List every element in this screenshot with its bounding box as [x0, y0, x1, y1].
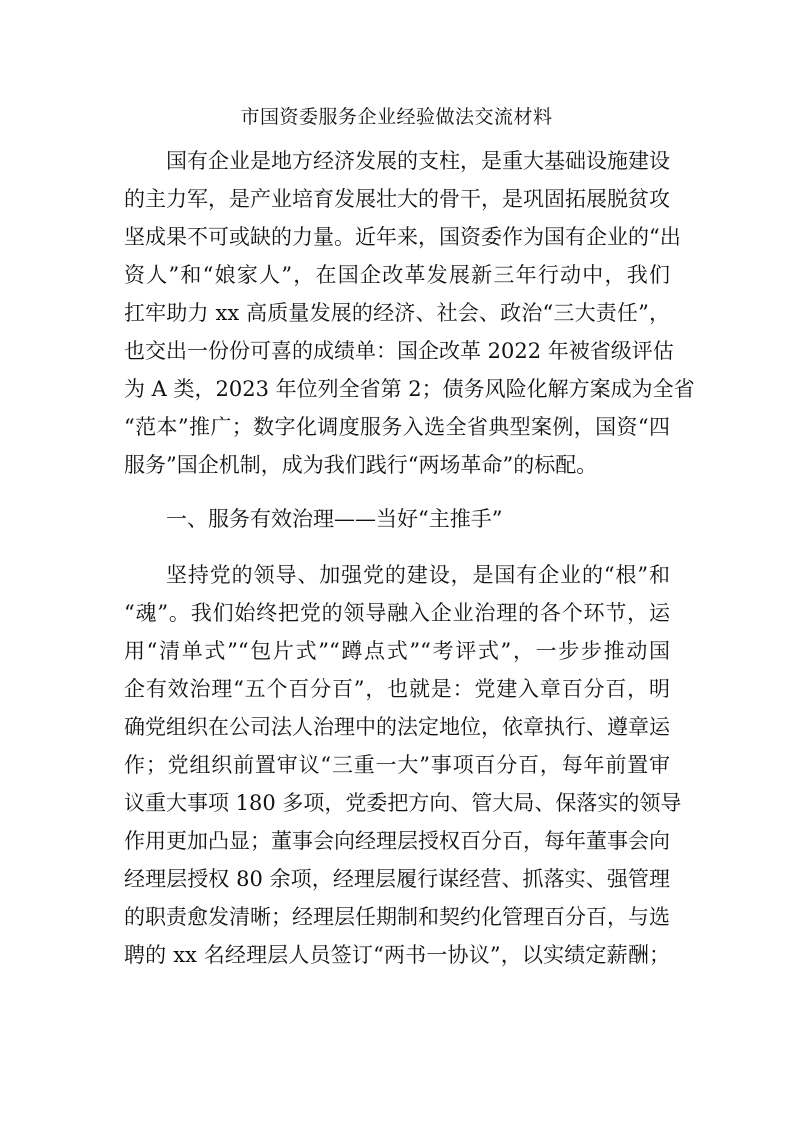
- paragraph-1-line: 扛牢助力 xx 高质量发展的经济、社会、政治“三大责任”，: [124, 301, 670, 325]
- paragraph-2-line: 的职责愈发清晰；经理层任期制和契约化管理百分百，与选: [124, 905, 670, 929]
- paragraph-2-line: “魂”。我们始终把党的领导融入企业治理的各个环节，运: [124, 601, 670, 625]
- paragraph-2-line: 作用更加凸显；董事会向经理层授权百分百，每年董事会向: [124, 829, 670, 853]
- document-title: 市国资委服务企业经验做法交流材料: [240, 106, 553, 128]
- paragraph-2-line: 确党组织在公司法人治理中的法定地位，依章执行、遵章运: [124, 715, 670, 739]
- paragraph-1-line: “范本”推广；数字化调度服务入选全省典型案例，国资“四: [124, 415, 670, 439]
- paragraph-2-line: 议重大事项 180 多项，党委把方向、管大局、保落实的领导: [124, 791, 682, 815]
- paragraph-2-line: 作；党组织前置审议“三重一大”事项百分百，每年前置审: [124, 753, 670, 777]
- paragraph-1-line: 也交出一份份可喜的成绩单：国企改革 2022 年被省级评估: [124, 339, 674, 363]
- paragraph-1-line: 为 A 类，2023 年位列全省第 2；债务风险化解方案成为全省: [124, 377, 695, 401]
- paragraph-2-line: 用“清单式”“包片式”“蹲点式”“考评式”，一步步推动国: [124, 639, 670, 663]
- paragraph-1-line: 坚成果不可或缺的力量。近年来，国资委作为国有企业的“出: [124, 225, 681, 249]
- section-1-heading: 一、服务有效治理——当好“主推手”: [166, 507, 503, 531]
- paragraph-2-line: 企有效治理“五个百分百”，也就是：党建入章百分百，明: [124, 677, 670, 701]
- paragraph-1-line: 国有企业是地方经济发展的支柱，是重大基础设施建设: [166, 149, 670, 173]
- paragraph-1-line: 的主力军，是产业培育发展壮大的骨干，是巩固拓展脱贫攻: [124, 187, 670, 211]
- paragraph-2-line: 聘的 xx 名经理层人员签订“两书一协议”，以实绩定薪酬；: [124, 943, 670, 967]
- paragraph-1-line: 服务”国企机制，成为我们践行“两场革命”的标配。: [124, 453, 598, 477]
- paragraph-2-line: 坚持党的领导、加强党的建设，是国有企业的“根”和: [166, 563, 670, 587]
- paragraph-2-line: 经理层授权 80 余项，经理层履行谋经营、抓落实、强管理: [124, 867, 670, 891]
- paragraph-1-line: 资人”和“娘家人”，在国企改革发展新三年行动中，我们: [124, 263, 670, 287]
